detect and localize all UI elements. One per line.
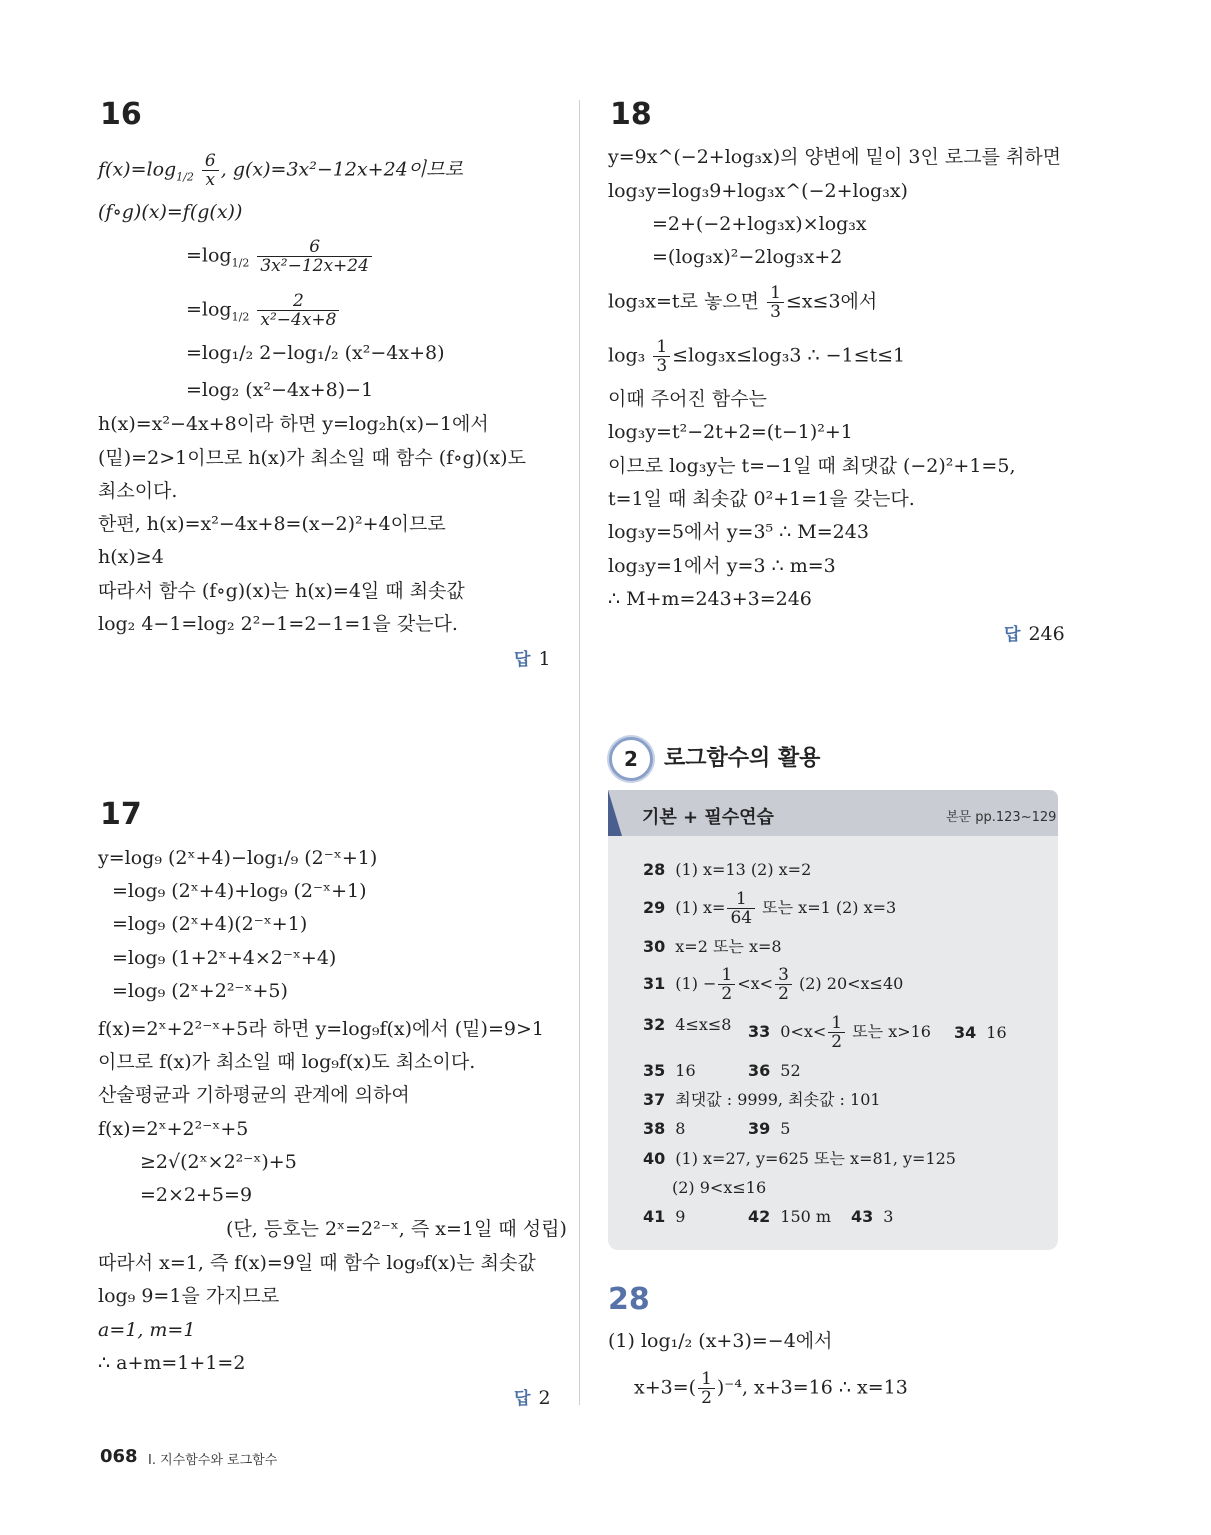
column-divider bbox=[579, 100, 580, 1405]
answer-41: 41 9 bbox=[643, 1207, 686, 1226]
answer-32: 32 4≤x≤8 bbox=[643, 1015, 732, 1034]
p16-line-9: 최소이다. bbox=[98, 480, 178, 502]
p16-line-6: =log₂ (x²−4x+8)−1 bbox=[186, 379, 374, 401]
sol28-line-2: x+3=( $\frac{1}{2}$ )⁻⁴, x+3=16 ∴ x=13 bbox=[634, 1369, 908, 1408]
answer-36: 36 52 bbox=[748, 1061, 801, 1080]
p17-line-3: =log₉ (2ˣ+4)(2⁻ˣ+1) bbox=[112, 913, 308, 935]
p17-line-8: 산술평균과 기하평균의 관계에 의하여 bbox=[98, 1084, 410, 1106]
p16-line-3: $=\log_{1/2}$ $\frac{6}{\text{3x²−12x+24}}$ bbox=[186, 238, 374, 275]
solution-28-number: 28 bbox=[608, 1282, 650, 1317]
section-title: 로그함수의 활용 bbox=[664, 746, 821, 771]
answer-29: 29 (1) x= $\frac{1}{64}$ 또는 x=1 (2) x=3 bbox=[643, 889, 897, 928]
answer-38: 38 8 bbox=[643, 1119, 686, 1138]
answer-tag: 답 bbox=[514, 1389, 531, 1409]
answer-35: 35 16 bbox=[643, 1061, 696, 1080]
p17-line-2: =log₉ (2ˣ+4)+log₉ (2⁻ˣ+1) bbox=[112, 880, 367, 902]
problem-18-number: 18 bbox=[610, 97, 652, 132]
p16-line-5: =log₁/₂ 2−log₁/₂ (x²−4x+8) bbox=[186, 342, 445, 364]
p18-line-4: =(log₃x)²−2log₃x+2 bbox=[652, 246, 843, 268]
p18-answer: 답 246 bbox=[1004, 623, 1065, 645]
p18-line-8: log₃y=t²−2t+2=(t−1)²+1 bbox=[608, 421, 853, 443]
answer-34: 34 16 bbox=[954, 1023, 1007, 1042]
answer-28: 28 (1) x=13 (2) x=2 bbox=[643, 860, 812, 879]
page-number: 068 bbox=[100, 1446, 138, 1467]
p16-line-13: log₂ 4−1=log₂ 2²−1=2−1=1을 갖는다. bbox=[98, 613, 458, 635]
p18-line-12: log₃y=1에서 y=3 ∴ m=3 bbox=[608, 555, 836, 577]
p18-line-3: =2+(−2+log₃x)×log₃x bbox=[652, 213, 867, 235]
answer-40-part-2: (2) 9<x≤16 bbox=[672, 1178, 767, 1197]
answer-tag: 답 bbox=[1004, 625, 1021, 645]
p18-line-11: log₃y=5에서 y=3⁵ ∴ M=243 bbox=[608, 521, 869, 543]
p16-line-2: (f∘g)(x)=f(g(x)) bbox=[98, 201, 243, 223]
answer-40: 40 (1) x=27, y=625 또는 x=81, y=125 bbox=[643, 1149, 956, 1168]
answer-box-title: 기본 + 필수연습 bbox=[642, 807, 774, 828]
p18-line-10: t=1일 때 최솟값 0²+1=1을 갖는다. bbox=[608, 488, 915, 510]
p18-line-5: log₃x=t로 놓으면 $\frac{1}{3}$ ≤x≤3에서 bbox=[608, 283, 878, 322]
sol28-line-1: (1) log₁/₂ (x+3)=−4에서 bbox=[608, 1330, 833, 1352]
p17-line-10: ≥2√(2ˣ×2²⁻ˣ)+5 bbox=[140, 1151, 297, 1173]
p17-answer: 답 2 bbox=[514, 1387, 551, 1409]
p18-line-13: ∴ M+m=243+3=246 bbox=[608, 588, 812, 610]
p16-line-8: (밑)=2>1이므로 h(x)가 최소일 때 함수 (f∘g)(x)도 bbox=[98, 447, 526, 469]
problem-16-number: 16 bbox=[100, 97, 142, 132]
p16-line-11: h(x)≥4 bbox=[98, 546, 164, 568]
answer-37: 37 최댓값 : 9999, 최솟값 : 101 bbox=[643, 1090, 881, 1109]
p18-line-9: 이므로 log₃y는 t=−1일 때 최댓값 (−2)²+1=5, bbox=[608, 455, 1016, 477]
p17-line-14: log₉ 9=1을 가지므로 bbox=[98, 1285, 280, 1307]
p18-line-6: log₃ $\frac{1}{3}$ ≤log₃x≤log₃3 ∴ −1≤t≤1 bbox=[608, 337, 906, 376]
answer-31: 31 (1) − $\frac{1}{2}$ <x< $\frac{3}{2}$ (2) 20<x≤40 bbox=[643, 965, 904, 1004]
p17-line-11: =2×2+5=9 bbox=[140, 1184, 253, 1206]
answer-43: 43 3 bbox=[851, 1207, 894, 1226]
p17-line-12: (단, 등호는 2ˣ=2²⁻ˣ, 즉 x=1일 때 성립) bbox=[226, 1218, 567, 1240]
p17-line-13: 따라서 x=1, 즉 f(x)=9일 때 함수 log₉f(x)는 최솟값 bbox=[98, 1252, 536, 1274]
p18-line-1: y=9x^(−2+log₃x)의 양변에 밑이 3인 로그를 취하면 bbox=[608, 146, 1062, 168]
p16-answer: 답 1 bbox=[514, 648, 551, 670]
p16-line-1: $f(x)=\log_{1/2}$ $\frac{6}{x}$ , g(x)=3x²−12x+24이므로 bbox=[98, 151, 463, 190]
chapter-label: I. 지수함수와 로그함수 bbox=[148, 1453, 278, 1468]
p16-line-4: $=\log_{1/2}$ $\frac{2}{\text{x²−4x+8}}$ bbox=[186, 292, 341, 329]
p17-line-6: f(x)=2ˣ+2²⁻ˣ+5라 하면 y=log₉f(x)에서 (밑)=9>1 bbox=[98, 1018, 544, 1040]
p18-line-7: 이때 주어진 함수는 bbox=[608, 388, 767, 410]
answer-33: 33 0<x< $\frac{1}{2}$ 또는 x>16 bbox=[748, 1013, 931, 1052]
p17-line-4: =log₉ (1+2ˣ+4×2⁻ˣ+4) bbox=[112, 947, 337, 969]
problem-17-number: 17 bbox=[100, 797, 142, 832]
answer-tag: 답 bbox=[514, 650, 531, 670]
p17-line-15: a=1, m=1 bbox=[98, 1319, 196, 1341]
p17-line-1: y=log₉ (2ˣ+4)−log₁/₉ (2⁻ˣ+1) bbox=[98, 847, 378, 869]
answer-box-page-ref: 본문 pp.123~129 bbox=[946, 810, 1057, 825]
p16-line-10: 한편, h(x)=x²−4x+8=(x−2)²+4이므로 bbox=[98, 513, 446, 535]
section-number-badge: 2 bbox=[609, 737, 653, 781]
p17-line-9: f(x)=2ˣ+2²⁻ˣ+5 bbox=[98, 1118, 249, 1140]
answer-42: 42 150 m bbox=[748, 1207, 832, 1226]
p17-line-7: 이므로 f(x)가 최소일 때 log₉f(x)도 최소이다. bbox=[98, 1051, 476, 1073]
p17-line-16: ∴ a+m=1+1=2 bbox=[98, 1352, 246, 1374]
p17-line-5: =log₉ (2ˣ+2²⁻ˣ+5) bbox=[112, 980, 288, 1002]
p16-line-12: 따라서 함수 (f∘g)(x)는 h(x)=4일 때 최솟값 bbox=[98, 580, 465, 602]
p18-line-2: log₃y=log₃9+log₃x^(−2+log₃x) bbox=[608, 180, 908, 202]
answer-39: 39 5 bbox=[748, 1119, 791, 1138]
answer-30: 30 x=2 또는 x=8 bbox=[643, 937, 782, 956]
p16-line-7: h(x)=x²−4x+8이라 하면 y=log₂h(x)−1에서 bbox=[98, 413, 489, 435]
